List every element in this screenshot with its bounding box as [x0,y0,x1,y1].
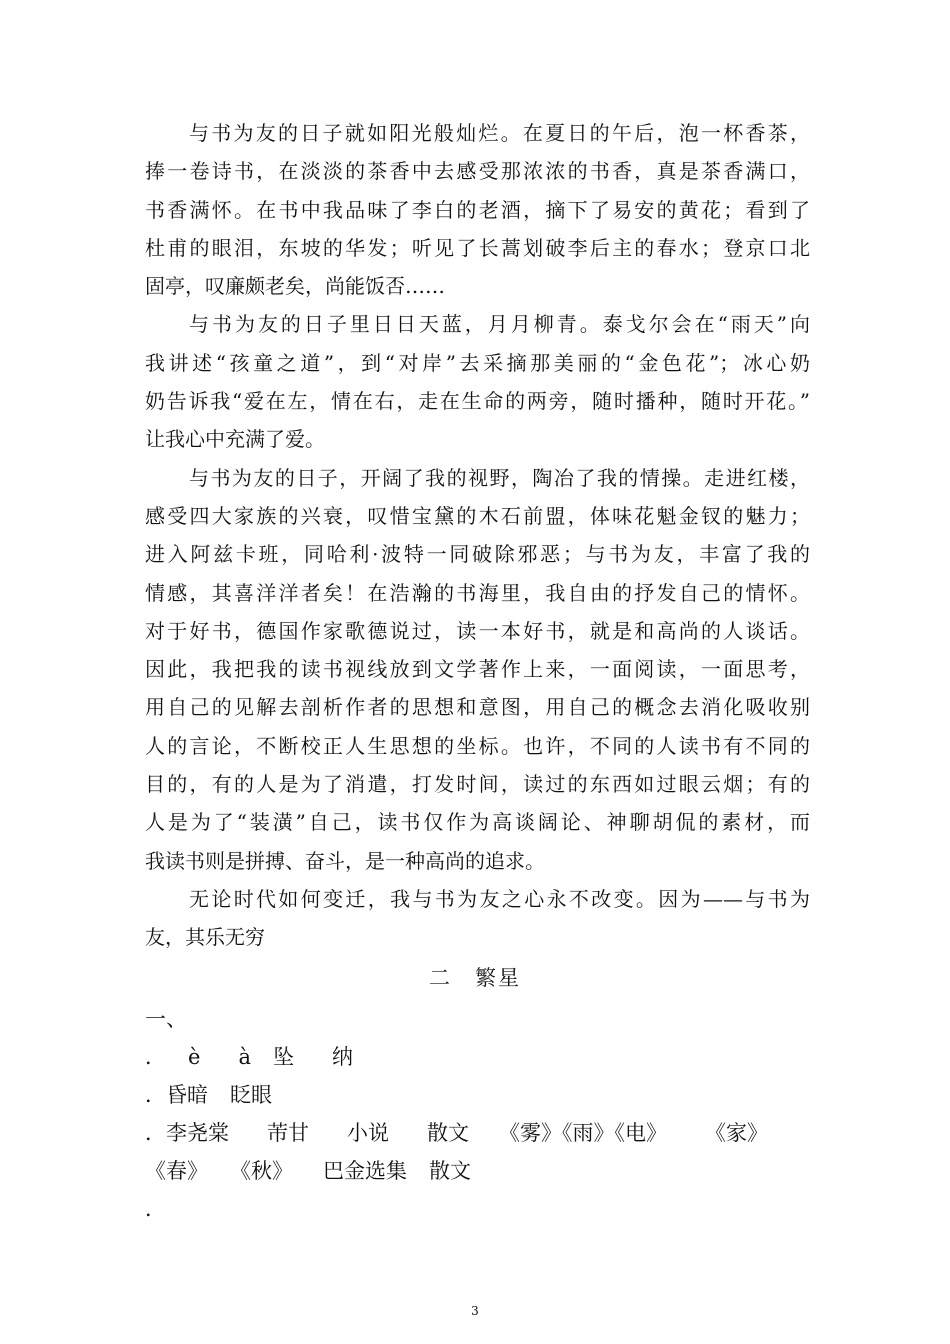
answer-key [145,1000,825,1228]
essay-line: 固亭，叹廉颇老矣，尚能饭否…… [145,274,445,299]
essay-line: 无论时代如何变迁，我与书为友之心永不改变。因为——与书为 [189,886,810,911]
essay-line: 我讲述“孩童之道”，到“对岸”去采摘那美丽的“金色花”；冰心奶 [145,350,810,375]
answer-value: 李尧棠 [166,1121,229,1145]
answer-value: 坠 [272,1045,294,1069]
essay-line: 与书为友的日子就如阳光般灿烂。在夏日的午后，泡一杯香茶， [189,121,810,145]
item-marker: ． [145,1197,166,1221]
essay-line: 与书为友的日子里日日天蓝，月月柳青。泰戈尔会在“雨天”向 [189,312,810,337]
answer-value: 巴金选集 [323,1159,407,1183]
essay-line: 用自己的见解去剖析作者的思想和意图，用自己的概念去消化吸收别 [145,695,810,720]
essay-line: 因此，我把我的读书视线放到文学著作上来，一面阅读，一面思考， [145,657,810,682]
item-marker: ． [145,1083,166,1107]
answer-value: 眨眼 [230,1083,272,1107]
answer-value: 昏暗 [166,1083,208,1107]
answer-value: 散文 [427,1121,469,1145]
section-title: 二 繁星 [429,966,521,990]
answer-item-4 [145,1190,825,1228]
answer-heading: 一、 [145,1007,187,1031]
essay-line: 捧一卷诗书，在淡淡的茶香中去感受那浓浓的书香，真是茶香满口， [145,159,810,184]
essay-line: 杜甫的眼泪，东坡的华发；听见了长蒿划破李后主的春水；登京口北 [145,235,810,260]
answer-item-1 [145,1038,825,1076]
essay-line: 情感，其喜洋洋者矣！在浩瀚的书海里，我自由的抒发自己的情怀。 [145,580,810,605]
essay-line: 感受四大家族的兴衰，叹惜宝黛的木石前盟，体味花魁金钗的魅力； [145,503,810,528]
essay-line: 目的，有的人是为了消遣，打发时间，读过的东西如过眼云烟；有的 [145,772,810,797]
essay-body [145,114,810,957]
answer-value: 小说 [347,1121,389,1145]
answer-value: 芾甘 [267,1121,309,1145]
essay-line: 人的言论，不断校正人生思想的坐标。也许，不同的人读书有不同的 [145,733,810,758]
essay-line: 人是为了“装潢”自己，读书仅作为高谈阔论、神聊胡侃的素材，而 [145,810,810,835]
answer-value: 纳 [331,1045,353,1069]
answer-value: 《春》 [145,1159,208,1183]
answer-value: 《家》 [705,1121,768,1145]
answer-value: à [238,1045,251,1069]
essay-line: 与书为友的日子，开阔了我的视野，陶冶了我的情操。走进红楼， [189,465,810,490]
answer-value: 《秋》 [230,1159,293,1183]
essay-line: 友，其乐无穷 [145,925,265,950]
essay-line: 让我心中充满了爱。 [145,427,325,452]
answer-value: è [188,1045,201,1069]
answer-value: 散文 [429,1159,471,1183]
essay-line: 对于好书，德国作家歌德说过，读一本好书，就是和高尚的人谈话。 [145,618,810,643]
item-marker: ． [145,1121,166,1145]
essay-line: 进入阿兹卡班，同哈利·波特一同破除邪恶；与书为友，丰富了我的 [145,542,810,567]
item-marker: ． [145,1045,166,1069]
page-number: 3 [471,1304,479,1318]
essay-line: 书香满怀。在书中我品味了李白的老酒，摘下了易安的黄花；看到了 [145,197,810,222]
essay-line: 奶告诉我“爱在左，情在右，走在生命的两旁，随时播种，随时开花。” [145,389,810,414]
answer-item-2 [145,1076,825,1114]
answer-item-3-continued [145,1152,825,1190]
essay-line: 我读书则是拼搏、奋斗，是一种高尚的追求。 [145,848,545,873]
answer-item-3 [145,1114,825,1152]
answer-value: 《雾》《雨》《电》 [499,1121,667,1145]
